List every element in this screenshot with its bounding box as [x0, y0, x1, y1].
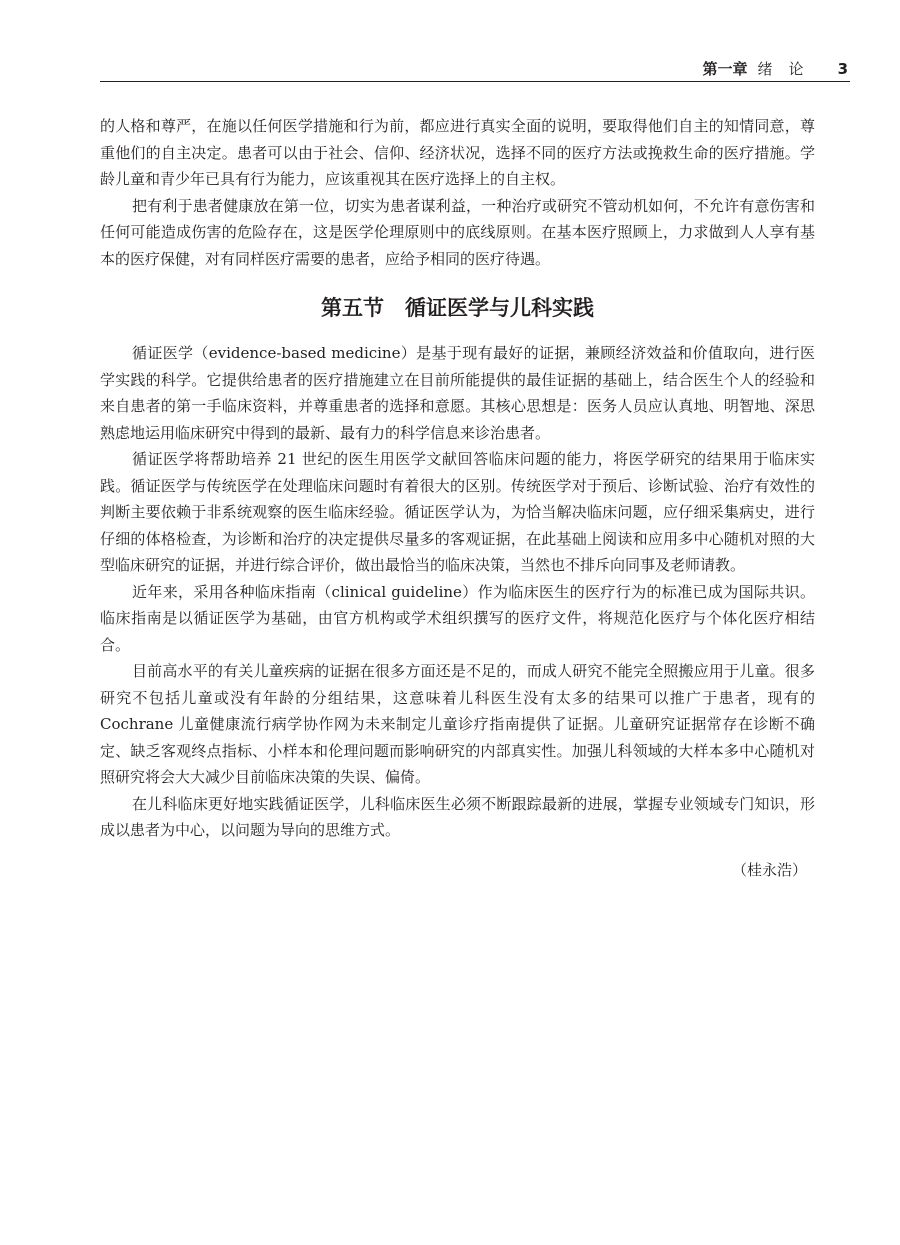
- chapter-label: 第一章: [702, 60, 748, 78]
- page-body: [100, 113, 815, 883]
- running-header: [100, 54, 850, 84]
- paragraph-clinical-guidelines: 近年来，采用各种临床指南（clinical guideline）作为临床医生的医疗行为的标准已成为国际共识。临床指南是以循证医学为基础，由官方机构或学术组织撰写的医疗文件，将规范化医疗与个体化医疗相结合。: [100, 582, 815, 654]
- paragraph-ebm-definition: 循证医学（evidence-based medicine）是基于现有最好的证据，兼顾经济效益和价值取向，进行医学实践的科学。它提供给患者的医疗措施建立在目前所能提供的最佳证据的基础上，结合医生个人的经验和来自患者的第一手临床资料，并尊重患者的选择和意愿。其核心思想是：医务人员应认真地、明智地、深思熟虑地运用临床研究中得到的最新、最有力的科学信息来诊治患者。: [100, 344, 815, 442]
- author-attribution: （桂永浩）: [731, 860, 807, 879]
- paragraph-pediatric-evidence: 目前高水平的有关儿童疾病的证据在很多方面还是不足的，而成人研究不能完全照搬应用于儿童。很多研究不包括儿童或没有年龄的分组结果，这意味着儿科医生没有太多的结果可以推广于患者，现有的 Cochrane 儿童健康流行病学协作网为未来制定儿童诊疗指南提供了证据。儿童研究证据常存在诊断不确定、缺乏客观终点指标、小样本和伦理问题而影响研究的内部真实性。加强儿科领域的大样本多中心随机对照研究将会大大减少目前临床决策的失误、偏倚。: [100, 662, 815, 786]
- paragraph-ebm-training: 循证医学将帮助培养 21 世纪的医生用医学文献回答临床问题的能力，将医学研究的结果用于临床实践。循证医学与传统医学在处理临床问题时有着很大的区别。传统医学对于预后、诊断试验、治疗有效性的判断主要依赖于非系统观察的医生临床经验。循证医学认为，为恰当解决临床问题，应仔细采集病史，进行仔细的体格检查，为诊断和治疗的决定提供尽量多的客观证据，在此基础上阅读和应用多中心随机对照的大型临床研究的证据，并进行综合评价，做出最恰当的临床决策，当然也不排斥向同事及老师请教。: [100, 450, 815, 574]
- header-text: [703, 58, 848, 79]
- page-number: 3: [837, 60, 848, 78]
- header-rule: [100, 81, 850, 82]
- paragraph-intro-continued: 的人格和尊严，在施以任何医学措施和行为前，都应进行真实全面的说明，要取得他们自主的知情同意，尊重他们的自主决定。患者可以由于社会、信仰、经济状况，选择不同的医疗方法或挽救生命的医疗措施。学龄儿童和青少年已具有行为能力，应该重视其在医疗选择上的自主权。: [100, 117, 815, 188]
- paragraph-pediatric-practice: 在儿科临床更好地实践循证医学，儿科临床医生必须不断跟踪最新的进展，掌握专业领域专门知识，形成以患者为中心，以问题为导向的思维方式。: [100, 794, 815, 839]
- section-title: 第五节 循证医学与儿科实践: [321, 296, 594, 320]
- chapter-title: 绪论: [757, 60, 820, 78]
- paragraph-beneficence: 把有利于患者健康放在第一位，切实为患者谋利益，一种治疗或研究不管动机如何，不允许有意伤害和任何可能造成伤害的危险存在，这是医学伦理原则中的底线原则。在基本医疗照顾上，力求做到人人享有基本的医疗保健，对有同样医疗需要的患者，应给予相同的医疗待遇。: [100, 196, 815, 268]
